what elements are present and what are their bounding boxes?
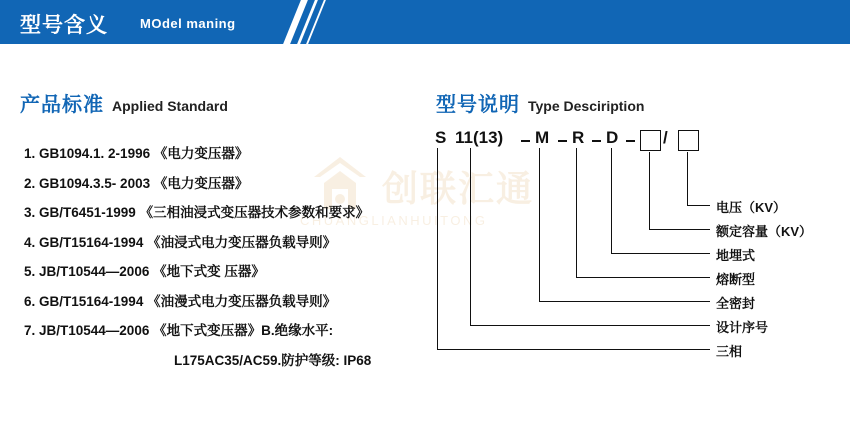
applied-standard-list: [24, 142, 424, 373]
type-description-heading-cn: 型号说明: [436, 94, 520, 116]
list-item: 7. JB/T10544—2006 《地下式变压器》B.绝缘水平:: [24, 323, 334, 338]
list-item: 3. GB/T6451-1999 《三相油浸式变压器技术参数和要求》: [24, 205, 370, 220]
code-token-m: M: [535, 128, 550, 147]
annotation-three-phase: 三相: [716, 344, 743, 359]
leader-hline: [576, 277, 710, 278]
code-box-voltage: [678, 130, 699, 151]
leader-vline: [687, 152, 688, 205]
applied-standard-heading: [20, 88, 228, 117]
code-dash: [521, 140, 530, 142]
list-item-sub: L175AC35/AC59.防护等级: IP68: [174, 352, 372, 368]
type-description-heading: [436, 88, 644, 117]
list-item: 5. JB/T10544—2006 《地下式变 压器》: [24, 264, 265, 279]
code-token-s: S: [435, 128, 447, 147]
annotation-fuse-type: 熔断型: [716, 272, 756, 287]
annotation-rated-capacity: 额定容量（KV）: [716, 224, 813, 239]
leader-vline: [649, 152, 650, 229]
code-dash: [558, 140, 567, 142]
page-subtitle: MOdel maning: [140, 16, 236, 31]
watermark-text-cn: 创联汇通: [382, 168, 535, 209]
leader-hline: [437, 349, 710, 350]
leader-vline: [611, 148, 612, 253]
leader-hline: [687, 205, 710, 206]
code-token-r: R: [572, 128, 585, 147]
annotation-buried-type: 地埋式: [716, 248, 756, 263]
annotation-voltage: 电压（KV）: [716, 200, 787, 215]
code-token-d: D: [606, 128, 619, 147]
code-token-series: 11(13): [455, 128, 504, 147]
leader-vline: [470, 148, 471, 325]
list-item: 4. GB/T15164-1994 《油浸式电力变压器负载导则》: [24, 234, 337, 250]
leader-vline: [437, 148, 438, 349]
applied-standard-heading-en: Applied Standard: [112, 98, 228, 114]
watermark-text-en: CHUANGLIANHUITONG: [300, 213, 488, 228]
type-description-heading-en: Type Desciription: [528, 98, 645, 114]
code-slash: /: [663, 128, 668, 147]
code-dash: [626, 140, 635, 142]
leader-vline: [539, 148, 540, 301]
code-box-capacity: [640, 130, 661, 151]
header-bar: [0, 0, 850, 44]
applied-standard-heading-cn: 产品标准: [20, 94, 104, 116]
list-item: 6. GB/T15164-1994 《油漫式电力变压器负载导则》: [24, 293, 337, 309]
leader-hline: [539, 301, 710, 302]
page-title: 型号含义: [20, 14, 108, 37]
list-item: 2. GB1094.3.5- 2003 《电力变压器》: [24, 175, 249, 191]
leader-hline: [611, 253, 710, 254]
leader-vline: [576, 148, 577, 277]
annotation-fully-sealed: 全密封: [716, 296, 756, 311]
leader-hline: [470, 325, 710, 326]
annotation-design-serial: 设计序号: [716, 320, 769, 335]
header-slant-decoration: [283, 0, 308, 44]
code-dash: [592, 140, 601, 142]
leader-hline: [649, 229, 710, 230]
header-slant-decoration: [306, 0, 326, 44]
list-item: 1. GB1094.1. 2-1996 《电力变压器》: [24, 146, 249, 161]
